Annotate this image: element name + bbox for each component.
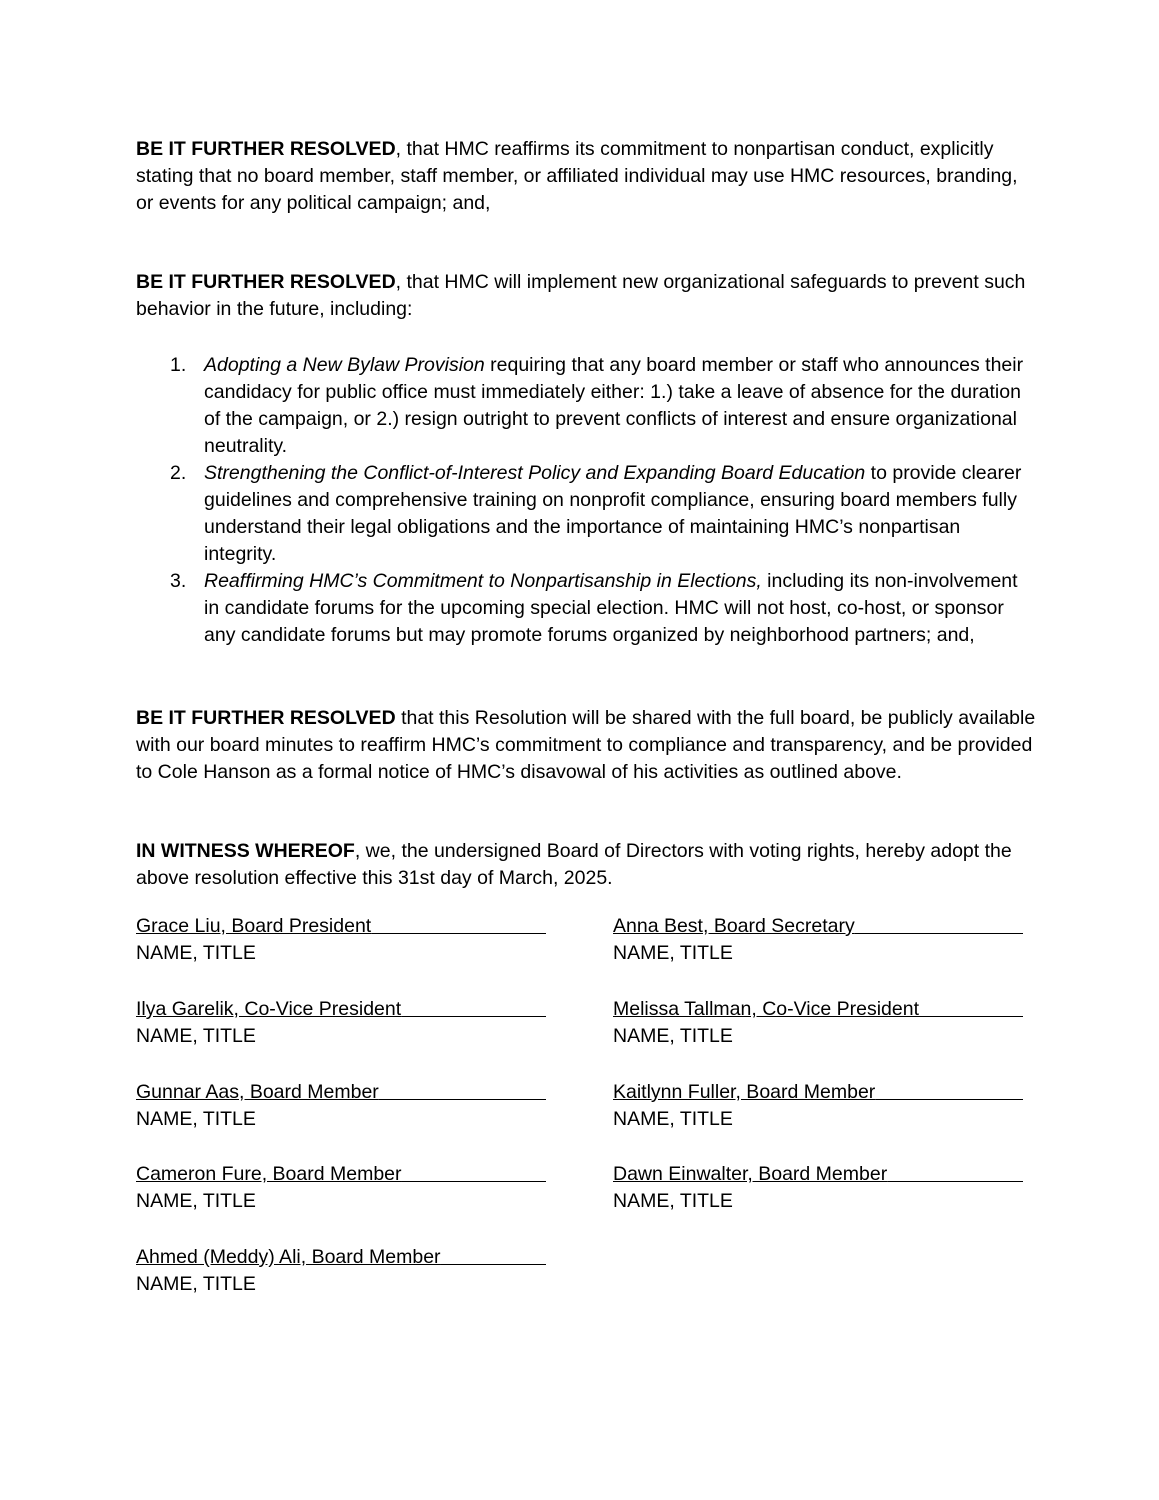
signature-title: NAME, TITLE <box>613 1190 733 1212</box>
resolution-text: , that HMC reaffirms its commitment to nonpartisan conduct, explicitly stating that no board member, staff member, or affiliated individual may use HMC resources, branding, or events for any political campaign; and, <box>136 138 1018 214</box>
list-item-title: Strengthening the Conflict-of-Interest Policy and Expanding Board Education <box>204 462 866 484</box>
list-number: 3. <box>170 570 187 592</box>
signature-block <box>136 1079 546 1133</box>
signature-title: NAME, TITLE <box>613 1108 733 1130</box>
signature-line: Melissa Tallman, Co-Vice President <box>613 998 919 1020</box>
list-item-title: Adopting a New Bylaw Provision <box>204 354 485 376</box>
resolution-text: that this Resolution will be shared with the full board, be publicly available with our board minutes to reaffirm HMC’s commitment to compliance and transparency, and be provided to Cole Hanson as a formal notice of HMC’s disavowal of his activities as outlined above. <box>136 707 1036 783</box>
list-item <box>136 460 1036 568</box>
signature-title: NAME, TITLE <box>136 1273 256 1295</box>
signature-title: NAME, TITLE <box>136 1025 256 1047</box>
resolution-paragraph-3 <box>136 705 1036 786</box>
resolution-lead: BE IT FURTHER RESOLVED <box>136 707 396 729</box>
signature-block <box>136 996 546 1050</box>
witness-text: , we, the undersigned Board of Directors with voting rights, hereby adopt the above resolution effective this 31st day of March, 2025. <box>136 840 1012 889</box>
resolution-text: , that HMC will implement new organizational safeguards to prevent such behavior in the future, including: <box>136 271 1026 320</box>
signature-block <box>613 913 1023 967</box>
signature-line: Kaitlynn Fuller, Board Member <box>613 1081 876 1103</box>
signature-line: Gunnar Aas, Board Member <box>136 1081 379 1103</box>
list-number: 2. <box>170 462 187 484</box>
signature-line: Ahmed (Meddy) Ali, Board Member <box>136 1246 441 1268</box>
list-item <box>136 568 1036 649</box>
witness-lead: IN WITNESS WHEREOF <box>136 840 355 862</box>
resolution-lead: BE IT FURTHER RESOLVED <box>136 271 396 293</box>
witness-paragraph <box>136 838 1036 892</box>
signature-block <box>613 1161 1023 1215</box>
signature-title: NAME, TITLE <box>613 942 733 964</box>
resolution-paragraph-2 <box>136 269 1036 323</box>
signature-block <box>136 913 546 967</box>
signature-block <box>613 996 1023 1050</box>
safeguards-list <box>136 352 1036 649</box>
list-item-text: including its non-involvement in candidate forums for the upcoming special election. HMC will not host, co-host, or sponsor any candidate forums but may promote forums organized by neighborhood partners; and, <box>204 570 1018 646</box>
list-item <box>136 352 1036 460</box>
signature-title: NAME, TITLE <box>136 1108 256 1130</box>
signature-line: Anna Best, Board Secretary <box>613 915 855 937</box>
signature-block <box>136 1244 546 1298</box>
signature-line: Dawn Einwalter, Board Member <box>613 1163 888 1185</box>
list-item-title: Reaffirming HMC’s Commitment to Nonpartisanship in Elections, <box>204 570 762 592</box>
signature-block <box>136 1161 546 1215</box>
signature-line: Grace Liu, Board President <box>136 915 372 937</box>
list-item-text: to provide clearer guidelines and comprehensive training on nonprofit compliance, ensuring board members fully understand their legal obligations and the importance of maintaining HMC’s nonpartisan integrity. <box>204 462 1022 565</box>
signature-block <box>613 1079 1023 1133</box>
list-number: 1. <box>170 354 187 376</box>
signature-title: NAME, TITLE <box>136 942 256 964</box>
resolution-paragraph-1 <box>136 136 1036 217</box>
signature-title: NAME, TITLE <box>136 1190 256 1212</box>
resolution-lead: BE IT FURTHER RESOLVED <box>136 138 396 160</box>
signature-title: NAME, TITLE <box>613 1025 733 1047</box>
list-item-text: requiring that any board member or staff who announces their candidacy for public office must immediately either: 1.) take a leave of absence for the duration of the campaign, or 2.) resign outright to prevent conflicts of interest and ensure organizational neutrality. <box>204 354 1024 457</box>
signature-line: Cameron Fure, Board Member <box>136 1163 402 1185</box>
signature-line: Ilya Garelik, Co-Vice President <box>136 998 402 1020</box>
